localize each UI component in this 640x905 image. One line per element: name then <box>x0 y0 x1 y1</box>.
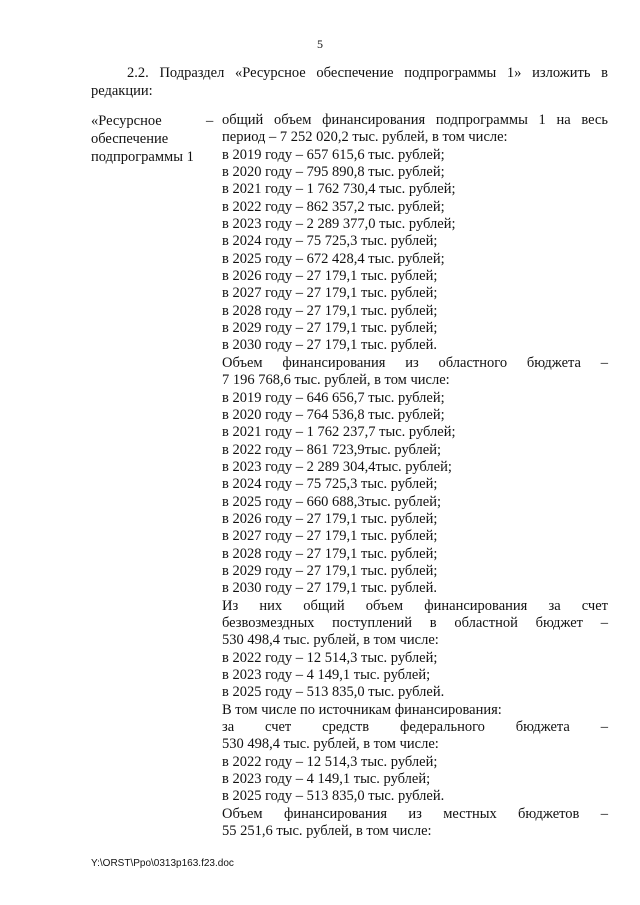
page-number: 5 <box>317 37 323 51</box>
year-line: в 2027 году – 27 179,1 тыс. рублей; <box>222 285 438 302</box>
section-label-line: обеспечение <box>91 131 169 147</box>
file-path-footer: Y:\ORST\Ppo\0313p163.f23.doc <box>91 858 234 869</box>
year-line: в 2025 году – 672 428,4 тыс. рублей; <box>222 250 445 267</box>
year-line: в 2025 году – 660 688,3тыс. рублей; <box>222 493 442 510</box>
sources-title: В том числе по источникам финансирования: <box>222 701 502 718</box>
section-label-line: подпрограммы 1 <box>91 149 194 165</box>
year-line: в 2030 году – 27 179,1 тыс. рублей. <box>222 580 437 597</box>
year-line: в 2027 году – 27 179,1 тыс. рублей; <box>222 528 438 545</box>
intro-paragraph: 2.2. Подраздел «Ресурсное обеспечение подпрограммы 1» изложить в редакции: <box>91 65 608 99</box>
year-line: в 2023 году – 2 289 377,0 тыс. рублей; <box>222 216 456 233</box>
grant-years-list <box>222 650 608 702</box>
label-dash: – <box>206 113 214 129</box>
year-line: в 2020 году – 795 890,8 тыс. рублей; <box>222 164 445 181</box>
total-line-2: период – 7 252 020,2 тыс. рублей, в том числе: <box>222 129 508 146</box>
year-line: в 2030 году – 27 179,1 тыс. рублей. <box>222 337 437 354</box>
grant-line-1: Из них общий объем финансирования за счет <box>222 597 608 614</box>
year-line: в 2021 году – 1 762 730,4 тыс. рублей; <box>222 181 456 198</box>
year-line: в 2019 году – 646 656,7 тыс. рублей; <box>222 389 445 406</box>
year-line: в 2019 году – 657 615,6 тыс. рублей; <box>222 146 445 163</box>
year-line: в 2022 году – 862 357,2 тыс. рублей; <box>222 198 445 215</box>
year-line: в 2023 году – 2 289 304,4тыс. рублей; <box>222 458 452 475</box>
year-line: в 2023 году – 4 149,1 тыс. рублей; <box>222 667 431 683</box>
section-label-line: «Ресурсное <box>91 113 162 129</box>
year-line: в 2022 году – 861 723,9тыс. рублей; <box>222 441 442 458</box>
total-years-list <box>222 147 608 355</box>
year-line: в 2024 году – 75 725,3 тыс. рублей; <box>222 233 438 250</box>
year-line: в 2025 году – 513 835,0 тыс. рублей. <box>222 684 445 701</box>
regional-line-2: 7 196 768,6 тыс. рублей, в том числе: <box>222 372 450 389</box>
financing-text <box>222 112 608 840</box>
year-line: в 2028 году – 27 179,1 тыс. рублей; <box>222 302 438 319</box>
total-line-1: общий объем финансирования подпрограммы 1 на весь <box>222 112 608 128</box>
local-line-1: Объем финансирования из местных бюджетов – <box>222 805 608 822</box>
year-line: в 2029 году – 27 179,1 тыс. рублей; <box>222 562 438 579</box>
regional-line-1: Объем финансирования из областного бюджета – <box>222 354 608 371</box>
year-line: в 2028 году – 27 179,1 тыс. рублей; <box>222 545 438 562</box>
grant-line-3: 530 498,4 тыс. рублей, в том числе: <box>222 632 439 649</box>
year-line: в 2022 году – 12 514,3 тыс. рублей; <box>222 649 438 666</box>
year-line: в 2025 году – 513 835,0 тыс. рублей. <box>222 788 445 805</box>
year-line: в 2020 году – 764 536,8 тыс. рублей; <box>222 406 445 423</box>
regional-years-list <box>222 390 608 598</box>
federal-line-1: за счет средств федерального бюджета – <box>222 719 608 736</box>
year-line: в 2022 году – 12 514,3 тыс. рублей; <box>222 753 438 770</box>
grant-line-2: безвозмездных поступлений в областной бюджет – <box>222 614 608 631</box>
year-line: в 2029 году – 27 179,1 тыс. рублей; <box>222 320 438 337</box>
section-label <box>91 112 214 166</box>
year-line: в 2026 году – 27 179,1 тыс. рублей; <box>222 510 438 527</box>
local-line-2: 55 251,6 тыс. рублей, в том числе: <box>222 823 432 840</box>
year-line: в 2021 году – 1 762 237,7 тыс. рублей; <box>222 424 456 441</box>
year-line: в 2026 году – 27 179,1 тыс. рублей; <box>222 268 438 285</box>
year-line: в 2023 году – 4 149,1 тыс. рублей; <box>222 771 431 788</box>
federal-line-2: 530 498,4 тыс. рублей, в том числе: <box>222 736 439 753</box>
federal-years-list <box>222 754 608 806</box>
year-line: в 2024 году – 75 725,3 тыс. рублей; <box>222 476 438 493</box>
